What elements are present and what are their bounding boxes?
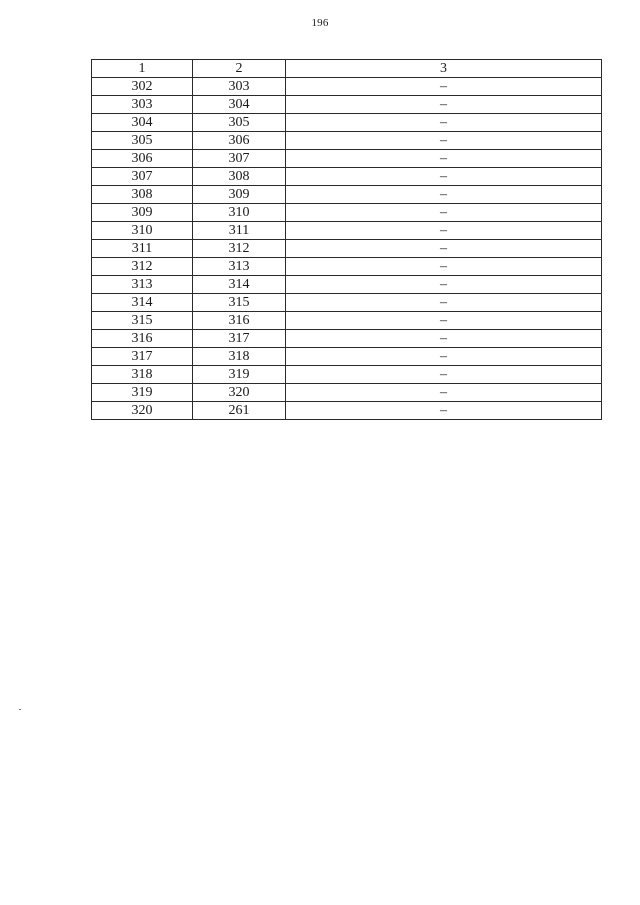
table-cell-col1: 315 xyxy=(92,312,193,330)
table-cell-col2: 312 xyxy=(193,240,286,258)
table-cell-col2: 317 xyxy=(193,330,286,348)
table-cell-col3: – xyxy=(286,276,602,294)
table-cell-col2: 308 xyxy=(193,168,286,186)
table-row xyxy=(92,240,602,258)
table-row xyxy=(92,276,602,294)
table-cell-col1: 308 xyxy=(92,186,193,204)
table-cell-col3: – xyxy=(286,150,602,168)
table-cell-col3: – xyxy=(286,366,602,384)
table-row xyxy=(92,294,602,312)
table-cell-col3: – xyxy=(286,168,602,186)
table-cell-col3: – xyxy=(286,204,602,222)
table-cell-col2: 309 xyxy=(193,186,286,204)
table-cell-col3: – xyxy=(286,312,602,330)
table-cell-col3: – xyxy=(286,258,602,276)
table-row xyxy=(92,312,602,330)
table-cell-col2: 306 xyxy=(193,132,286,150)
table-cell-col1: 305 xyxy=(92,132,193,150)
table-cell-col1: 310 xyxy=(92,222,193,240)
table-cell-col1: 311 xyxy=(92,240,193,258)
scan-speck xyxy=(19,709,21,710)
table-row xyxy=(92,186,602,204)
table-row xyxy=(92,330,602,348)
table-cell-col1: 316 xyxy=(92,330,193,348)
table-body xyxy=(92,78,602,420)
table-cell-col1: 306 xyxy=(92,150,193,168)
data-table-container xyxy=(91,59,601,420)
table-row xyxy=(92,384,602,402)
page-number: 196 xyxy=(311,17,329,29)
table-cell-col3: – xyxy=(286,348,602,366)
column-header-3: 3 xyxy=(286,60,602,78)
table-cell-col2: 314 xyxy=(193,276,286,294)
table-cell-col3: – xyxy=(286,330,602,348)
table-cell-col3: – xyxy=(286,78,602,96)
table-cell-col1: 312 xyxy=(92,258,193,276)
table-cell-col3: – xyxy=(286,402,602,420)
table-cell-col1: 313 xyxy=(92,276,193,294)
table-cell-col1: 307 xyxy=(92,168,193,186)
table-cell-col3: – xyxy=(286,132,602,150)
table-row xyxy=(92,402,602,420)
table-row xyxy=(92,96,602,114)
table-cell-col1: 302 xyxy=(92,78,193,96)
table-cell-col1: 319 xyxy=(92,384,193,402)
table-cell-col2: 304 xyxy=(193,96,286,114)
table-cell-col1: 303 xyxy=(92,96,193,114)
table-row xyxy=(92,168,602,186)
data-table xyxy=(91,59,602,420)
table-cell-col2: 305 xyxy=(193,114,286,132)
table-row xyxy=(92,114,602,132)
table-row xyxy=(92,348,602,366)
column-header-1: 1 xyxy=(92,60,193,78)
table-cell-col3: – xyxy=(286,114,602,132)
column-header-2: 2 xyxy=(193,60,286,78)
table-cell-col2: 313 xyxy=(193,258,286,276)
table-cell-col2: 315 xyxy=(193,294,286,312)
table-header xyxy=(92,60,602,78)
table-cell-col1: 314 xyxy=(92,294,193,312)
table-cell-col2: 316 xyxy=(193,312,286,330)
table-cell-col2: 307 xyxy=(193,150,286,168)
table-row xyxy=(92,132,602,150)
table-cell-col2: 319 xyxy=(193,366,286,384)
table-cell-col2: 310 xyxy=(193,204,286,222)
table-cell-col3: – xyxy=(286,96,602,114)
table-cell-col2: 318 xyxy=(193,348,286,366)
table-cell-col2: 261 xyxy=(193,402,286,420)
table-cell-col1: 317 xyxy=(92,348,193,366)
table-row xyxy=(92,366,602,384)
table-cell-col3: – xyxy=(286,384,602,402)
table-cell-col3: – xyxy=(286,186,602,204)
table-cell-col1: 320 xyxy=(92,402,193,420)
header-row xyxy=(92,60,602,78)
table-row xyxy=(92,222,602,240)
table-cell-col1: 304 xyxy=(92,114,193,132)
table-cell-col2: 303 xyxy=(193,78,286,96)
table-row xyxy=(92,78,602,96)
table-cell-col3: – xyxy=(286,222,602,240)
table-cell-col3: – xyxy=(286,240,602,258)
table-cell-col2: 311 xyxy=(193,222,286,240)
table-row xyxy=(92,150,602,168)
table-row xyxy=(92,258,602,276)
table-cell-col1: 309 xyxy=(92,204,193,222)
table-cell-col2: 320 xyxy=(193,384,286,402)
table-row xyxy=(92,204,602,222)
table-cell-col3: – xyxy=(286,294,602,312)
table-cell-col1: 318 xyxy=(92,366,193,384)
